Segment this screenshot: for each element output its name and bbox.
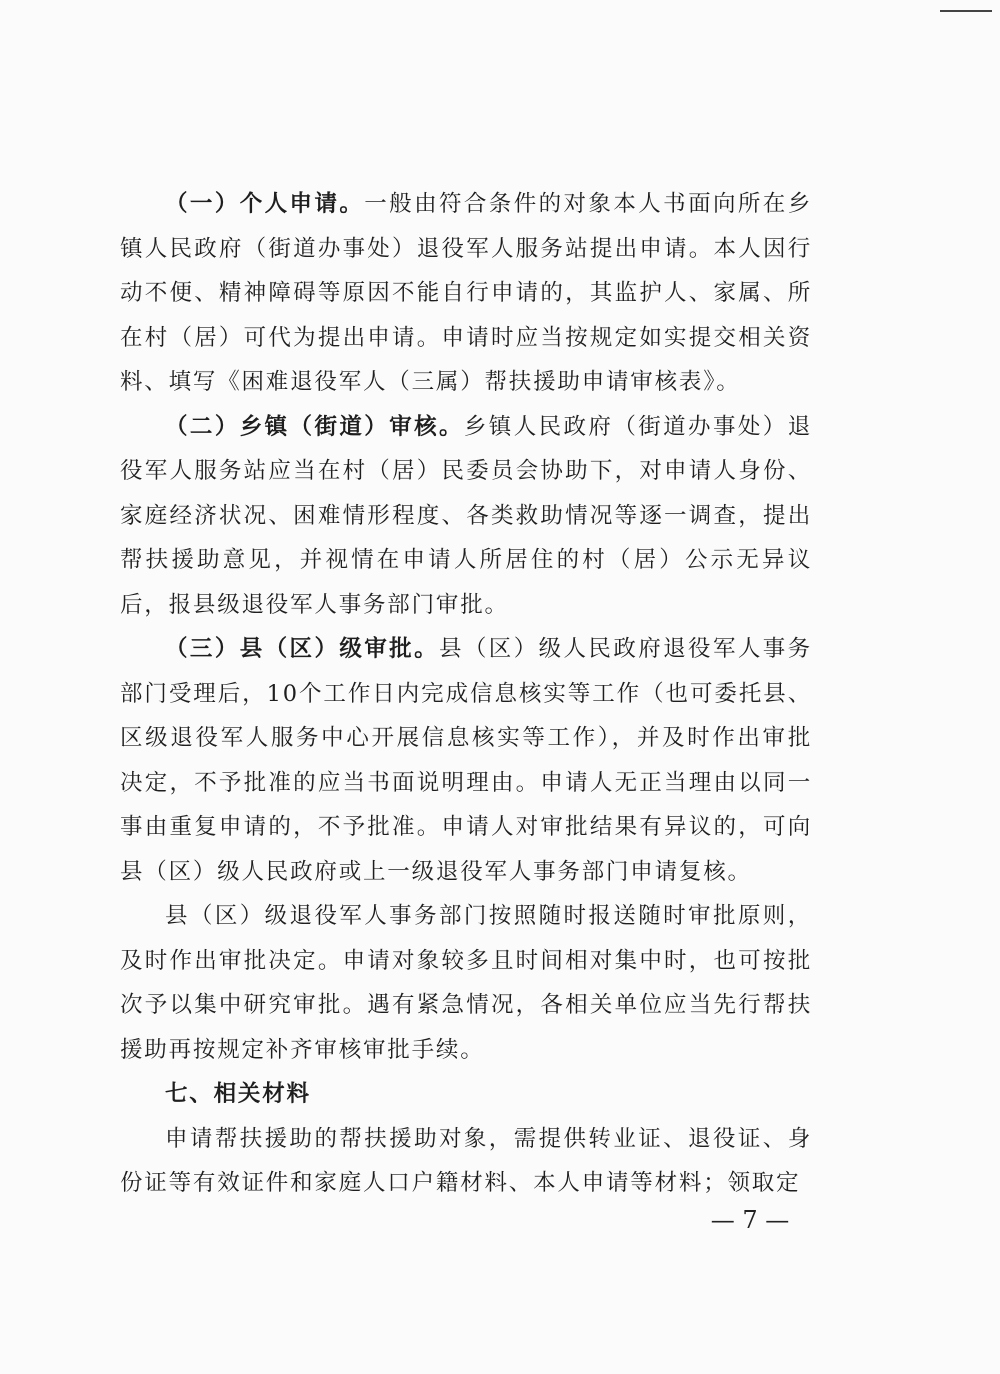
paragraph-lead: （二）乡镇（街道）审核。	[165, 413, 464, 440]
paragraph-lead: （三）县（区）级审批。	[165, 636, 439, 662]
paragraph-required-materials: 申请帮扶援助的帮扶援助对象，需提供转业证、退役证、身份证等有效证件和家庭人口户籍材料、本人申请等材料；领取定	[120, 1125, 812, 1196]
corner-scan-mark	[940, 10, 992, 12]
page-number: — 7 —	[710, 1206, 790, 1234]
document-body	[120, 182, 812, 1206]
section-heading: 七、相关材料	[165, 1081, 311, 1107]
paragraph-text: 县（区）级人民政府退役军人事务部门受理后，10个工作日内完成信息核实等工作（也可委托县、区级退役军人服务中心开展信息核实等工作），并及时作出审批决定，不予批准的应当书面说明理由。申请人无正当理由以同一事由重复申请的，不予批准。申请人对审批结果有异议的，可向县（区）级人民政府或上一级退役军人事务部门申请复核。	[120, 636, 812, 885]
paragraph-township-review	[120, 405, 812, 628]
paragraph-county-approval	[120, 627, 812, 894]
paragraph-approval-principle	[120, 894, 812, 1072]
paragraph-personal-application	[120, 182, 812, 405]
paragraph-lead: （一）个人申请。	[165, 191, 365, 217]
paragraph-text: 一般由符合条件的对象本人书面向所在乡镇人民政府（街道办事处）退役军人服务站提出申请。本人因行动不便、精神障碍等原因不能自行申请的，其监护人、家属、所在村（居）可代为提出申请。申请时应当按规定如实提交相关资料、填写《困难退役军人（三属）帮扶援助申请审核表》。	[120, 191, 812, 395]
paragraph-text: 乡镇人民政府（街道办事处）退役军人服务站应当在村（居）民委员会协助下，对申请人身份、家庭经济状况、困难情形程度、各类救助情况等逐一调查，提出帮扶援助意见，并视情在申请人所居住的村（居）公示无异议后，报县级退役军人事务部门审批。	[120, 413, 812, 618]
paragraph-text: 县（区）级退役军人事务部门按照随时报送随时审批原则，及时作出审批决定。申请对象较多且时间相对集中时，也可按批次予以集中研究审批。遇有紧急情况，各相关单位应当先行帮扶援助再按规定补齐审核审批手续。	[120, 903, 812, 1063]
